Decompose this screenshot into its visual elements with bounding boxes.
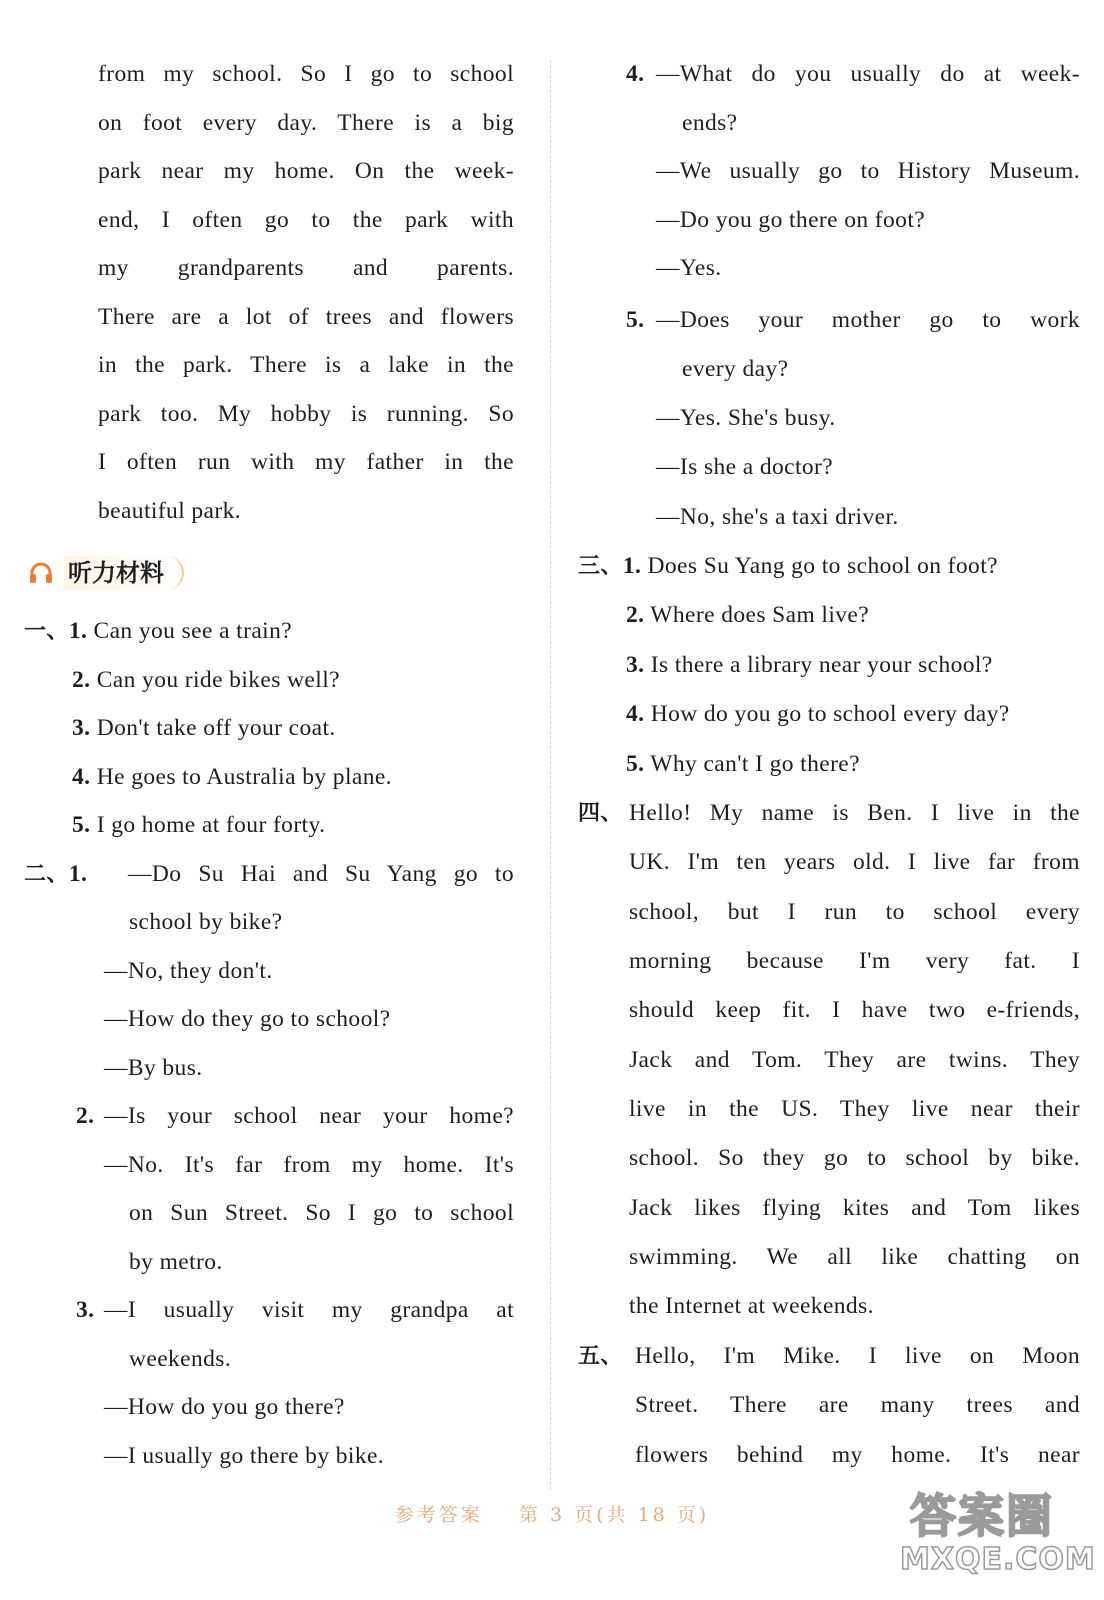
item-text: Where does Sam live? [650, 602, 870, 628]
section1-item-2 [72, 660, 514, 700]
section-label: 三、 [578, 554, 623, 579]
watermark [900, 1480, 1096, 1590]
item-number: 5. [626, 307, 645, 333]
section-label: 二、 [24, 862, 69, 887]
passage-line: Jack and Tom. They are twins. They [629, 1047, 1080, 1073]
passage-line: Hello, I'm Mike. I live on Moon [635, 1343, 1080, 1369]
item-number: 2. [72, 667, 91, 693]
passage-line: There are a lot of trees and flowers [98, 304, 514, 330]
section1-item-5 [72, 805, 514, 845]
section1-item-1 [24, 611, 514, 651]
dialog-line: —Yes. [656, 255, 722, 281]
item-text: Does Su Yang go to school on foot? [647, 553, 998, 579]
dialog-line: weekends. [129, 1346, 232, 1372]
dialog-line: —Is your school near your home? [104, 1103, 514, 1129]
item-number: 4. [626, 61, 645, 87]
item-number: 1. [68, 618, 88, 644]
item-text: Why can't I go there? [650, 751, 860, 777]
dialog-line: by metro. [129, 1249, 223, 1275]
passage-line: on foot every day. There is a big [98, 110, 514, 136]
item-number: 4. [72, 764, 91, 790]
passage-line: school, but I run to school every [629, 899, 1080, 925]
dialog-line: —No. It's far from my home. It's [104, 1152, 514, 1178]
dialog-line: —We usually go to History Museum. [656, 158, 1080, 184]
section3-item-2 [626, 595, 1080, 635]
dialog-line: —Do Su Hai and Su Yang go to [128, 861, 514, 887]
dialog-line: ends? [682, 110, 738, 136]
passage-line: I often run with my father in the [98, 449, 514, 475]
footer-label: 参考答案 [394, 1504, 483, 1526]
passage-line: from my school. So I go to school [98, 61, 514, 87]
passage-line: beautiful park. [98, 498, 242, 524]
watermark-url: MXQE.COM [900, 1542, 1096, 1577]
passage-line: park too. My hobby is running. So [98, 401, 514, 427]
section1-item-4 [72, 757, 514, 797]
passage-line: my grandparents and parents. [98, 255, 514, 281]
dialog-line: —How do they go to school? [104, 1006, 391, 1032]
section1-item-3 [72, 708, 514, 748]
item-text: Can you ride bikes well? [96, 667, 340, 693]
dialog-line: —Yes. She's busy. [656, 405, 836, 431]
watermark-logo-text: 答案圈 [910, 1489, 1054, 1543]
item-text: He goes to Australia by plane. [96, 764, 392, 790]
passage-line: swimming. We all like chatting on [629, 1244, 1080, 1270]
passage-line: Jack likes flying kites and Tom likes [629, 1195, 1080, 1221]
passage-line: should keep fit. I have two e-friends, [629, 997, 1080, 1023]
dialog-line: —I usually visit my grandpa at [104, 1297, 514, 1323]
dialog-line: —I usually go there by bike. [104, 1443, 385, 1469]
item-text: I go home at four forty. [96, 812, 326, 838]
item-number: 1. [68, 861, 88, 887]
section-label: 四、 [578, 801, 623, 826]
passage-line: Street. There are many trees and [635, 1392, 1080, 1418]
passage-line: in the park. There is a lake in the [98, 352, 514, 378]
section3-item-4 [626, 694, 1080, 734]
passage-line: UK. I'm ten years old. I live far from [629, 849, 1080, 875]
section3-item-1 [578, 546, 1080, 586]
item-number: 5. [626, 751, 645, 777]
heading-title: 听力材料 [64, 556, 184, 590]
column-divider [550, 60, 551, 1490]
listening-material-heading [28, 554, 184, 592]
item-number: 2. [76, 1103, 95, 1129]
footer-page-number: 第 3 页(共 18 页) [518, 1504, 710, 1526]
passage-line: school. So they go to school by bike. [629, 1145, 1080, 1171]
item-text: Don't take off your coat. [96, 715, 336, 741]
dialog-line: on Sun Street. So I go to school [129, 1200, 514, 1226]
item-number: 2. [626, 602, 645, 628]
passage-line: Hello! My name is Ben. I live in the [629, 800, 1080, 826]
dialog-line: —What do you usually do at week- [656, 61, 1080, 87]
passage-line: the Internet at weekends. [629, 1293, 874, 1319]
item-number: 3. [626, 652, 645, 678]
item-text: Is there a library near your school? [650, 652, 993, 678]
headphones-icon [28, 560, 54, 586]
item-number: 1. [622, 553, 642, 579]
passage-line: morning because I'm very fat. I [629, 948, 1080, 974]
section-label: 一、 [24, 619, 69, 644]
dialog-line: —No, they don't. [104, 958, 273, 984]
passage-line: end, I often go to the park with [98, 207, 514, 233]
dialog-line: —No, she's a taxi driver. [656, 504, 899, 530]
item-text: How do you go to school every day? [650, 701, 1010, 727]
section3-item-5 [626, 744, 1080, 784]
dialog-line: —By bus. [104, 1055, 203, 1081]
passage-line: flowers behind my home. It's near [635, 1442, 1080, 1468]
item-number: 5. [72, 812, 91, 838]
dialog-line: every day? [682, 356, 789, 382]
item-number: 3. [76, 1297, 95, 1323]
passage-line: live in the US. They live near their [629, 1096, 1080, 1122]
dialog-line: —Do you go there on foot? [656, 207, 926, 233]
section-label: 五、 [578, 1344, 623, 1369]
dialog-line: —Does your mother go to work [656, 307, 1080, 333]
item-text: Can you see a train? [93, 618, 293, 644]
dialog-line: —Is she a doctor? [656, 454, 834, 480]
passage-line: park near my home. On the week- [98, 158, 514, 184]
item-number: 3. [72, 715, 91, 741]
dialog-line: —How do you go there? [104, 1394, 345, 1420]
section3-item-3 [626, 645, 1080, 685]
dialog-line: school by bike? [129, 909, 283, 935]
item-number: 4. [626, 701, 645, 727]
